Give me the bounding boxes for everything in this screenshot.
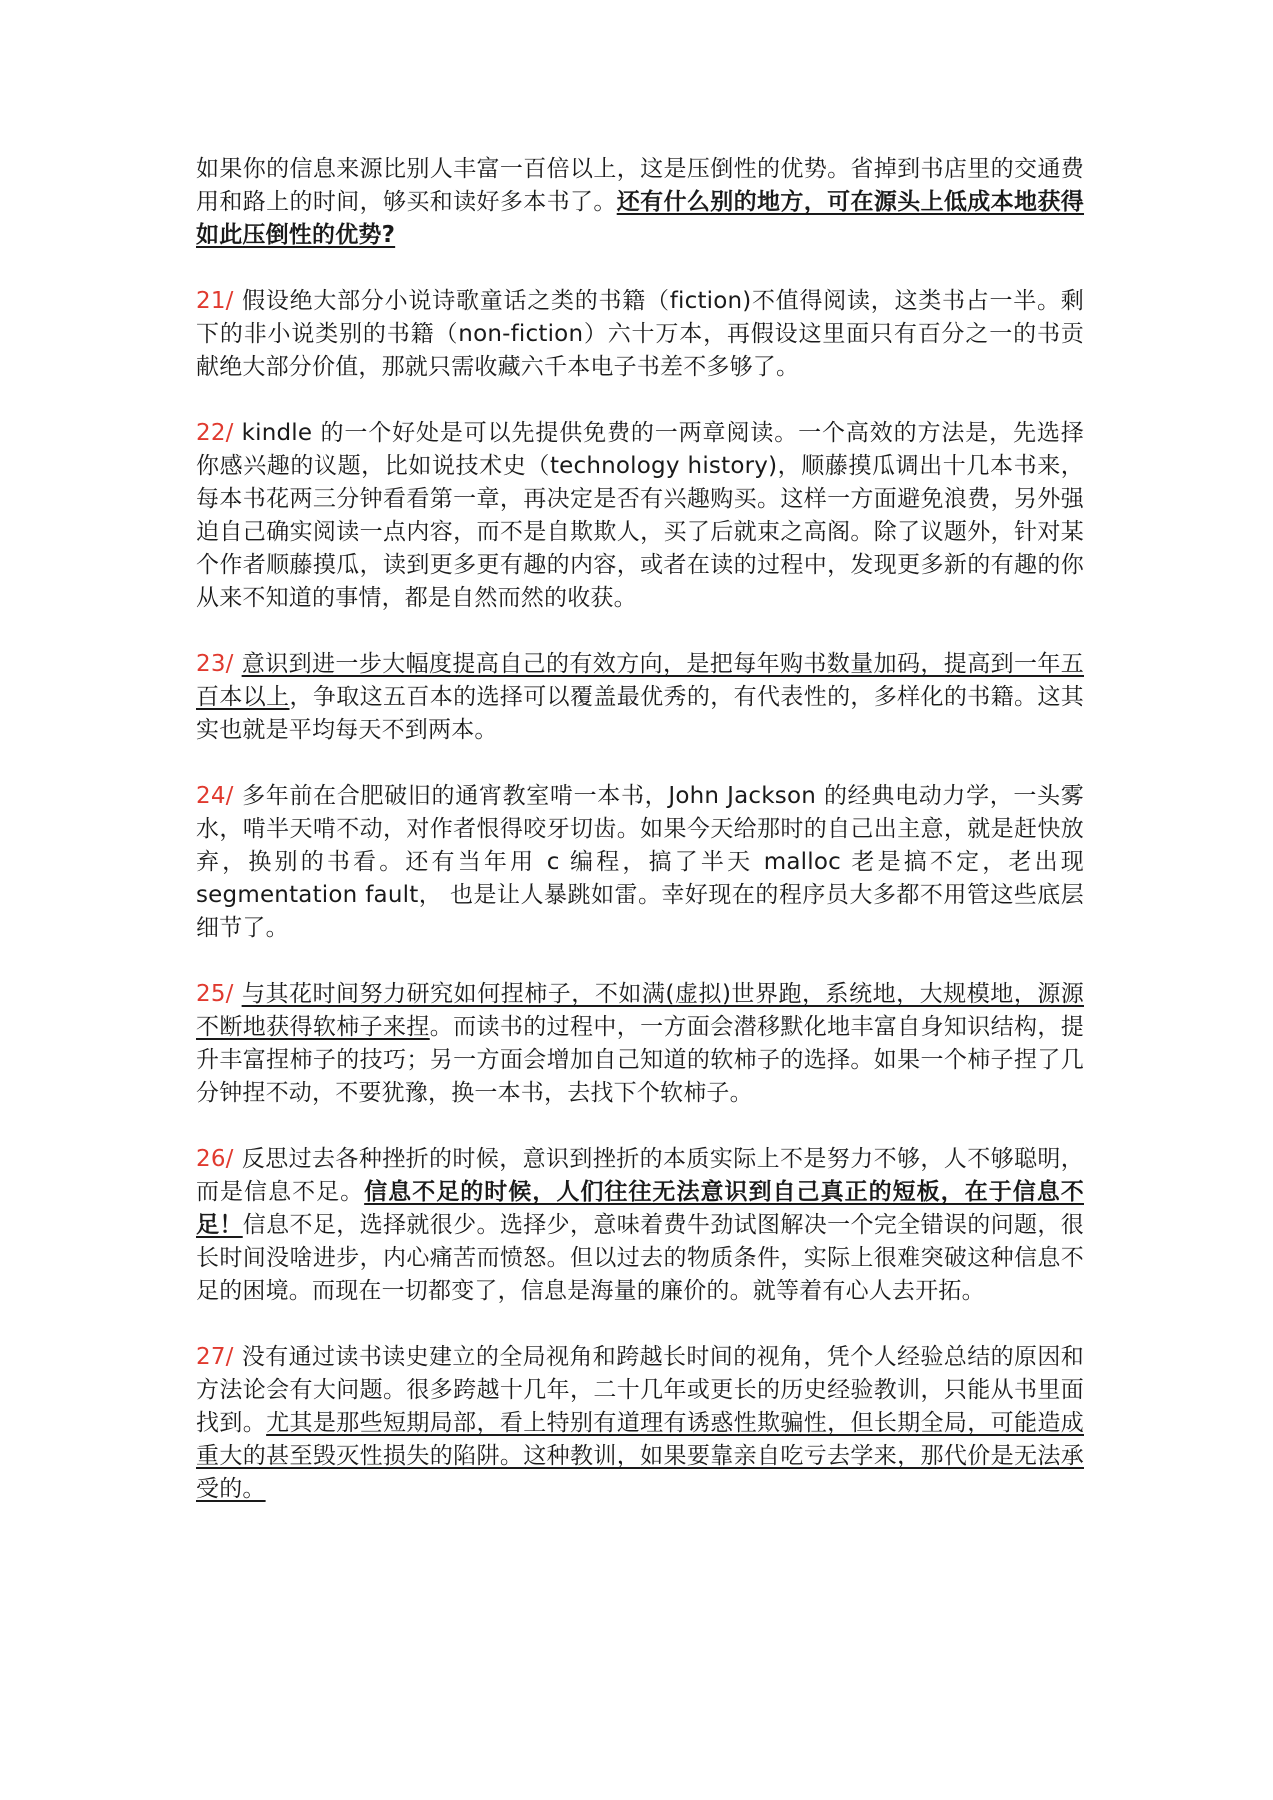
document-body [196,153,1084,1539]
paragraph-25 [196,978,1084,1110]
paragraph-number: 21/ [196,288,234,314]
text-segment: 如果你的信息来源比别人丰富一百倍以上，这是压倒性的优势。省掉到书店里的交通费用和路上的时间，够买和读好多本书了。 [196,156,1084,215]
text-segment: kindle 的一个好处是可以先提供免费的一两章阅读。一个高效的方法是，先选择你感兴趣的议题，比如说技术史（technology history)，顺藤摸瓜调出十几本书来，每本书花两三分钟看看第一章，再决定是否有兴趣购买。这样一方面避免浪费，另外强迫自己确实阅读一点内容，而不是自欺欺人，买了后就束之高阁。除了议题外，针对某个作者顺藤摸瓜，读到更多更有趣的内容，或者在读的过程中，发现更多新的有趣的你从来不知道的事情，都是自然而然的收获。 [196,420,1084,611]
emphasis-text: 信息不足的时候，人们往往无法意识到自己真正的短板，在于信息不足！ [196,1179,1084,1238]
text-segment: 反思过去各种挫折的时候，意识到挫折的本质实际上不是努力不够，人不够聪明，而是信息不足。 [196,1146,1084,1205]
paragraph-23 [196,648,1084,747]
paragraph-26 [196,1143,1084,1308]
text-segment: 假设绝大部分小说诗歌童话之类的书籍（fiction)不值得阅读，这类书占一半。剩下的非小说类别的书籍（non-fiction）六十万本，再假设这里面只有百分之一的书贡献绝大部分价值，那就只需收藏六千本电子书差不多够了。 [196,288,1084,380]
text-segment: ，争取这五百本的选择可以覆盖最优秀的，有代表性的，多样化的书籍。这其实也就是平均每天不到两本。 [196,684,1084,743]
paragraph-intro [196,153,1084,252]
paragraph-number: 23/ [196,651,234,677]
paragraph-27 [196,1341,1084,1506]
paragraph-number: 26/ [196,1146,234,1172]
paragraph-number: 24/ [196,783,234,809]
text-segment: 没有通过读书读史建立的全局视角和跨越长时间的视角，凭个人经验总结的原因和方法论会有大问题。很多跨越十几年，二十几年或更长的历史经验教训，只能从书里面找到。 [196,1344,1084,1436]
paragraph-24 [196,780,1084,945]
paragraph-number: 22/ [196,420,234,446]
paragraph-21 [196,285,1084,384]
text-segment: 信息不足，选择就很少。选择少，意味着费牛劲试图解决一个完全错误的问题，很长时间没啥进步，内心痛苦而愤怒。但以过去的物质条件，实际上很难突破这种信息不足的困境。而现在一切都变了，信息是海量的廉价的。就等着有心人去开拓。 [196,1212,1084,1304]
text-segment: 多年前在合肥破旧的通宵教室啃一本书，John Jackson 的经典电动力学，一头雾水，啃半天啃不动，对作者恨得咬牙切齿。如果今天给那时的自己出主意，就是赶快放弃，换别的书看。还有当年用 c 编程，搞了半天 malloc 老是搞不定，老出现 segmentation fault， 也是让人暴跳如雷。幸好现在的程序员大多都不用管这些底层细节了。 [196,783,1084,941]
paragraph-number: 25/ [196,981,234,1007]
underlined-text: 尤其是那些短期局部，看上特别有道理有诱惑性欺骗性，但长期全局，可能造成重大的甚至毁灭性损失的陷阱。这种教训，如果要靠亲自吃亏去学来，那代价是无法承受的。 [196,1410,1084,1502]
underlined-text: 与其花时间努力研究如何捏柿子，不如满(虚拟)世界跑，系统地，大规模地，源源不断地获得软柿子来捏 [196,981,1084,1040]
underlined-text: 意识到进一步大幅度提高自己的有效方向，是把每年购书数量加码，提高到一年五百本以上 [196,651,1084,710]
paragraph-22 [196,417,1084,615]
text-segment: 。而读书的过程中，一方面会潜移默化地丰富自身知识结构，提升丰富捏柿子的技巧；另一方面会增加自己知道的软柿子的选择。如果一个柿子捏了几分钟捏不动，不要犹豫，换一本书，去找下个软柿子。 [196,1014,1084,1106]
paragraph-number: 27/ [196,1344,234,1370]
emphasis-text: 还有什么别的地方，可在源头上低成本地获得如此压倒性的优势? [196,189,1085,248]
